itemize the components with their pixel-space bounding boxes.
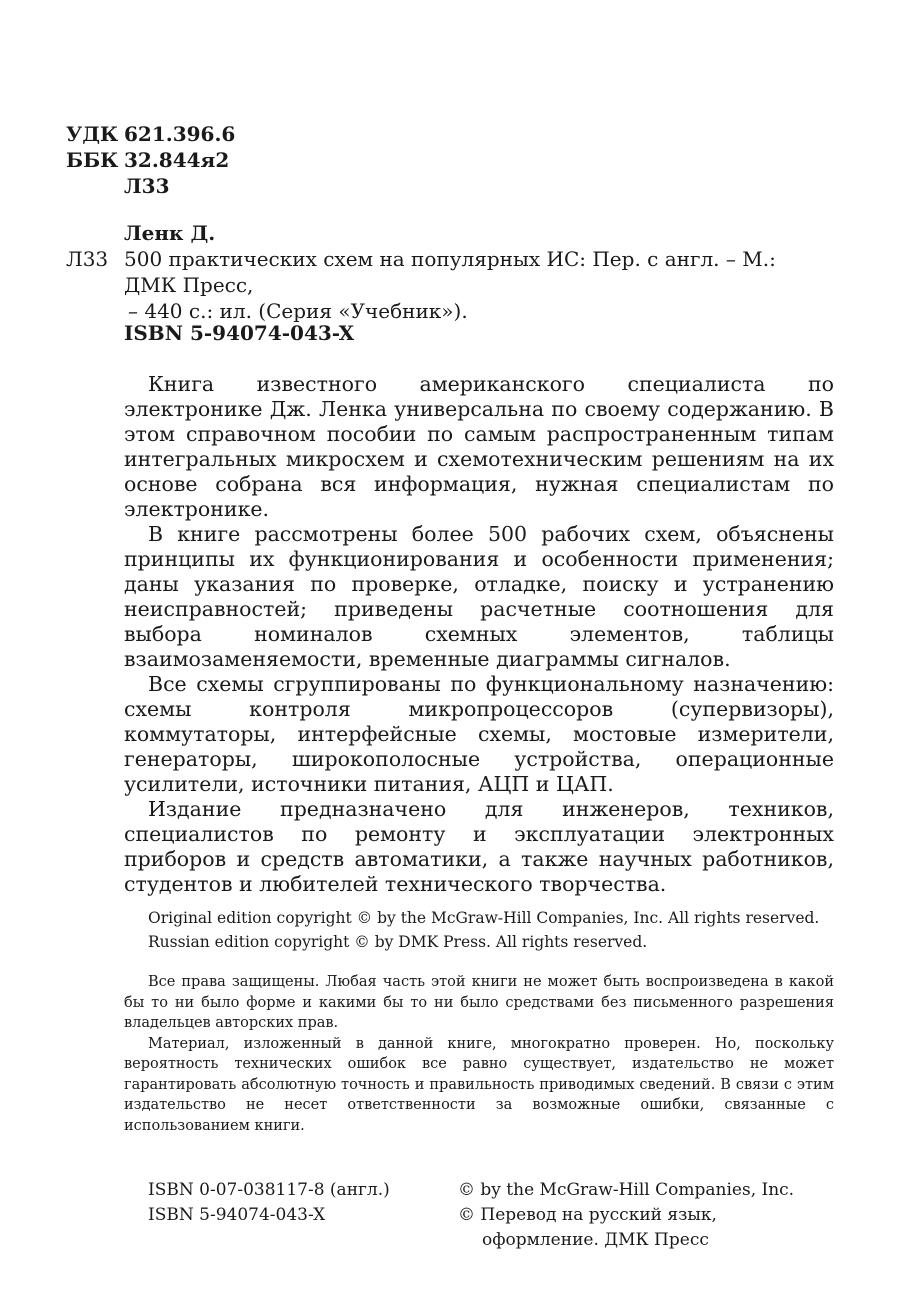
udk-value: 621.396.6 — [124, 122, 236, 146]
udk-row — [66, 121, 235, 147]
abstract-paragraph: Издание предназначено для инженеров, техников, специалистов по ремонту и эксплуатации электронных приборов и средств автоматики, а также научных работников, студентов и любителей технического творчества. — [124, 797, 834, 896]
original-copyright: Original edition copyright © by the McGraw-Hill Companies, Inc. All rights reserved. — [148, 909, 820, 927]
entry-code: Л33 — [66, 247, 109, 271]
bib-line-1: 500 практических схем на популярных ИС: Пер. с англ. – М.: ДМК Пресс, — [124, 247, 776, 297]
author-mark: Л33 — [124, 174, 170, 198]
translation-credit-line-2: оформление. ДМК Пресс — [482, 1230, 709, 1250]
rights-paragraph: Материал, изложенный в данной книге, многократно проверен. Но, поскольку вероятность технических ошибок все равно существует, издательство не может гарантировать абсолютную точность и правильность приводимых сведений. В связи с этим издательство не несет ответственности за возможные ошибки, связанные с использованием книги. — [124, 1035, 834, 1134]
russian-copyright: Russian edition copyright © by DMK Press. All rights reserved. — [148, 933, 648, 951]
isbn-english: ISBN 0-07-038117-8 (англ.) — [148, 1180, 390, 1200]
rights-notice — [124, 972, 834, 1136]
abstract-paragraph: В книге рассмотрены более 500 рабочих схем, объяснены принципы их функционирования и особенности применения; даны указания по проверке, отладке, поиску и устранению неисправностей; приведены расчетные соотношения для выбора номиналов схемных элементов, таблицы взаимозаменяемости, временные диаграммы сигналов. — [124, 522, 834, 671]
credits-list — [458, 1178, 794, 1253]
abstract — [124, 372, 834, 897]
isbn-russian: ISBN 5-94074-043-X — [148, 1205, 326, 1225]
author-name: Ленк Д. — [124, 221, 216, 245]
isbn-main: ISBN 5-94074-043-X — [124, 321, 355, 345]
bbk-value: 32.844я2 — [124, 148, 230, 172]
bib-line-2: – 440 с.: ил. (Серия «Учебник»). — [128, 299, 468, 323]
classification-block — [66, 121, 235, 199]
bbk-row — [66, 147, 235, 173]
bbk-label: ББК — [66, 148, 119, 172]
udk-label: УДК — [66, 122, 119, 146]
copyright-notice — [148, 906, 819, 954]
abstract-paragraph: Все схемы сгруппированы по функциональному назначению: схемы контроля микропроцессоров (супервизоры), коммутаторы, интерфейсные схемы, мостовые измерители, генераторы, широкополосные устройства, операционные усилители, источники питания, АЦП и ЦАП. — [124, 672, 834, 796]
isbn-list — [148, 1178, 390, 1228]
author-mark-row — [66, 173, 235, 199]
rights-paragraph: Все права защищены. Любая часть этой книги не может быть воспроизведена в какой бы то ни было форме и какими бы то ни было средствами без письменного разрешения владельцев авторских прав. — [124, 974, 834, 1031]
mcgraw-credit: © by the McGraw-Hill Companies, Inc. — [458, 1180, 795, 1200]
bibliographic-description — [124, 246, 834, 324]
translation-credit-line-1: © Перевод на русский язык, — [458, 1205, 717, 1225]
abstract-paragraph: Книга известного американского специалиста по электронике Дж. Ленка универсальна по своему содержанию. В этом справочном пособии по самым распространенным типам интегральных микросхем и схемотехническим решениям на их основе собрана вся информация, нужная специалистам по электронике. — [124, 372, 834, 521]
